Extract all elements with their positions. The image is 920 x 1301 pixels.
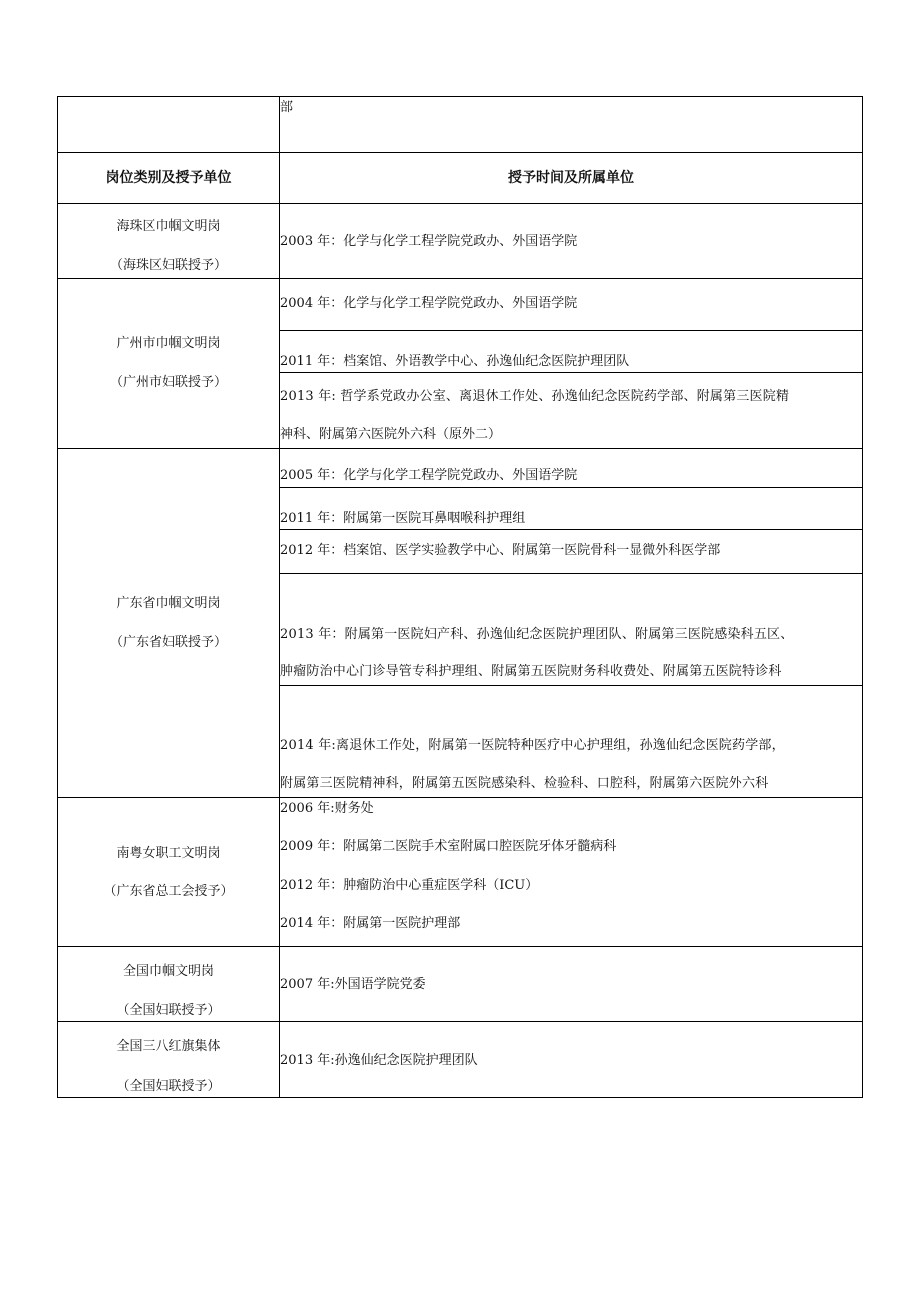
award-line: 2003 年：化学与化学工程学院党政办、外国语学院 <box>280 234 578 249</box>
award-line: 2013 年: 哲学系党政办公室、离退休工作处、孙逸仙纪念医院药学部、附属第三医院精 <box>280 389 790 404</box>
row-divider <box>58 203 862 204</box>
award-line: 2014 年：附属第一医院护理部 <box>280 916 461 931</box>
section-grantor: （广东省妇联授予） <box>109 635 227 650</box>
section-grantor: （全国妇联授予） <box>116 1079 221 1094</box>
award-line: 2009 年：附属第二医院手术室附属口腔医院牙体牙髓病科 <box>280 839 617 854</box>
award-line: 附属第三医院精神科，附属第五医院感染科、检验科、口腔科，附属第六医院外六科 <box>280 776 769 791</box>
section-title: 广东省巾帼文明岗 <box>116 596 221 611</box>
award-line: 2011 年：档案馆、外语教学中心、孙逸仙纪念医院护理团队 <box>280 354 630 369</box>
section-grantor: （海珠区妇联授予） <box>109 258 227 273</box>
award-line: 2004 年：化学与化学工程学院党政办、外国语学院 <box>280 296 578 311</box>
sub-row-divider <box>279 372 862 373</box>
sub-row-divider <box>279 330 862 331</box>
row-divider <box>58 448 862 449</box>
section-title: 全国三八红旗集体 <box>116 1039 221 1054</box>
row-divider <box>58 946 862 947</box>
row-divider <box>58 1021 862 1022</box>
row-divider <box>58 797 862 798</box>
row-divider <box>58 278 862 279</box>
section-grantor: （广东省总工会授予） <box>103 884 234 899</box>
sub-row-divider <box>279 685 862 686</box>
header-category: 岗位类别及授予单位 <box>105 170 232 186</box>
award-line: 2005 年：化学与化学工程学院党政办、外国语学院 <box>280 468 578 483</box>
award-line: 2013 年：附属第一医院妇产科、孙逸仙纪念医院护理团队、附属第三医院感染科五区、 <box>280 627 794 642</box>
award-line: 肿瘤防治中心门诊导管专科护理组、附属第五医院财务科收费处、附属第五医院特诊科 <box>280 664 782 679</box>
carry-over-text: 部 <box>280 100 294 115</box>
award-line: 2012 年：肿瘤防治中心重症医学科（ICU） <box>280 878 539 893</box>
section-grantor: （全国妇联授予） <box>116 1003 221 1018</box>
award-line: 2011 年：附属第一医院耳鼻咽喉科护理组 <box>280 511 526 526</box>
award-line: 2012 年：档案馆、医学实验教学中心、附属第一医院骨科一显微外科医学部 <box>280 543 721 558</box>
section-title: 海珠区巾帼文明岗 <box>116 219 221 234</box>
award-line: 神科、附属第六医院外六科（原外二） <box>280 427 502 442</box>
section-title: 南粤女职工文明岗 <box>116 846 221 861</box>
section-grantor: （广州市妇联授予） <box>109 375 227 390</box>
award-line: 2013 年:孙逸仙纪念医院护理团队 <box>280 1053 478 1068</box>
award-line: 2014 年:离退休工作处，附属第一医院特种医疗中心护理组，孙逸仙纪念医院药学部， <box>280 738 785 753</box>
section-title: 全国巾帼文明岗 <box>122 964 214 979</box>
sub-row-divider <box>279 573 862 574</box>
sub-row-divider <box>279 487 862 488</box>
section-title: 广州市巾帼文明岗 <box>116 336 221 351</box>
row-divider <box>58 152 862 153</box>
award-line: 2006 年:财务处 <box>280 801 374 816</box>
award-line: 2007 年:外国语学院党委 <box>280 977 426 992</box>
header-award: 授予时间及所属单位 <box>508 170 634 186</box>
sub-row-divider <box>279 529 862 530</box>
honor-table <box>57 96 863 1098</box>
